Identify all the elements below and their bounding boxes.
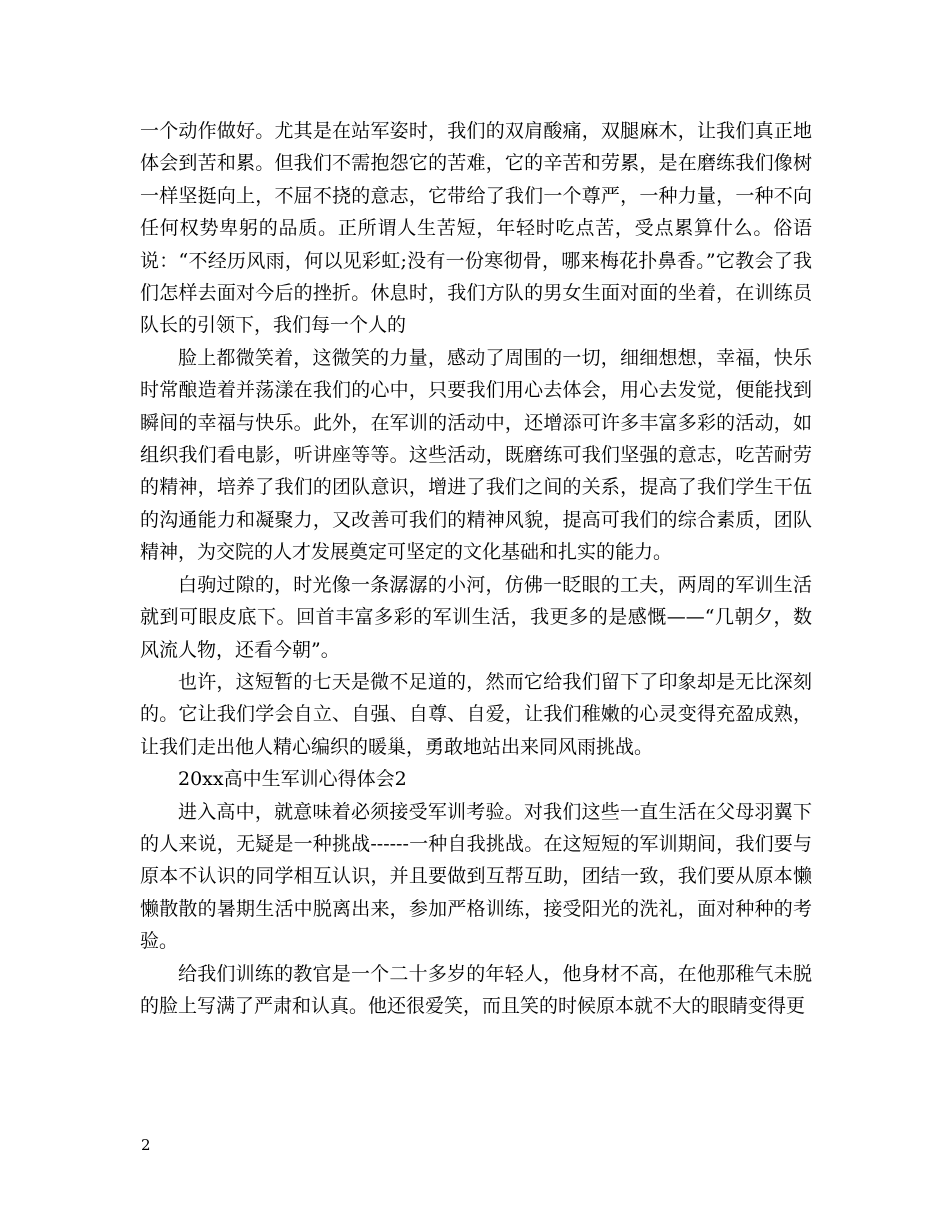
document-body [140,115,812,1022]
paragraph-1: 一个动作做好。尤其是在站军姿时，我们的双肩酸痛，双腿麻木，让我们真正地体会到苦和累。但我们不需抱怨它的苦难，它的辛苦和劳累，是在磨练我们像树一样坚挺向上，不屈不挠的意志，它带给了我们一个尊严，一种力量，一种不向任何权势卑躬的品质。正所谓人生苦短，年轻时吃点苦，受点累算什么。俗语说：“不经历风雨，何以见彩虹;没有一份寒彻骨，哪来梅花扑鼻香。”它教会了我们怎样去面对今后的挫折。休息时，我们方队的男女生面对面的坐着，在训练员队长的引领下，我们每一个人的 [140,120,812,337]
paragraph-5: 进入高中，就意味着必须接受军训考验。对我们这些一直生活在父母羽翼下的人来说，无疑是一种挑战------一种自我挑战。在这短短的军训期间，我们要与原本不认识的同学相互认识，并且要做到互帮互助，团结一致，我们要从原本懒懒散散的暑期生活中脱离出来，参加严格训练，接受阳光的洗礼，面对种种的考验。 [140,800,812,953]
page-number: 2 [141,1136,151,1154]
paragraph-6: 给我们训练的教官是一个二十多岁的年轻人，他身材不高，在他那稚气未脱的脸上写满了严肃和认真。他还很爱笑，而且笑的时候原本就不大的眼睛变得更 [140,962,812,1017]
paragraph-3: 白驹过隙的，时光像一条潺潺的小河，仿佛一眨眼的工夫，两周的军训生活就到可眼皮底下。回首丰富多彩的军训生活，我更多的是感慨——“几朝夕，数风流人物，还看今朝”。 [140,573,812,661]
paragraph-4: 也许，这短暂的七天是微不足道的，然而它给我们留下了印象却是无比深刻的。它让我们学会自立、自强、自尊、自爱，让我们稚嫩的心灵变得充盈成熟，让我们走出他人精心编织的暖巢，勇敢地站出来同风雨挑战。 [140,670,812,758]
section-heading: 20xx高中生军训心得体会2 [178,768,407,791]
paragraph-2: 脸上都微笑着，这微笑的力量，感动了周围的一切，细细想想，幸福，快乐时常酿造着并荡漾在我们的心中，只要我们用心去体会，用心去发觉，便能找到瞬间的幸福与快乐。此外，在军训的活动中，还增添可许多丰富多彩的活动，如组织我们看电影，听讲座等等。这些活动，既磨练可我们坚强的意志，吃苦耐劳的精神，培养了我们的团队意识，增进了我们之间的关系，提高了我们学生干伍的沟通能力和凝聚力，又改善可我们的精神风貌，提高可我们的综合素质，团队精神，为交院的人才发展奠定可坚定的文化基础和扎实的能力。 [140,346,812,564]
